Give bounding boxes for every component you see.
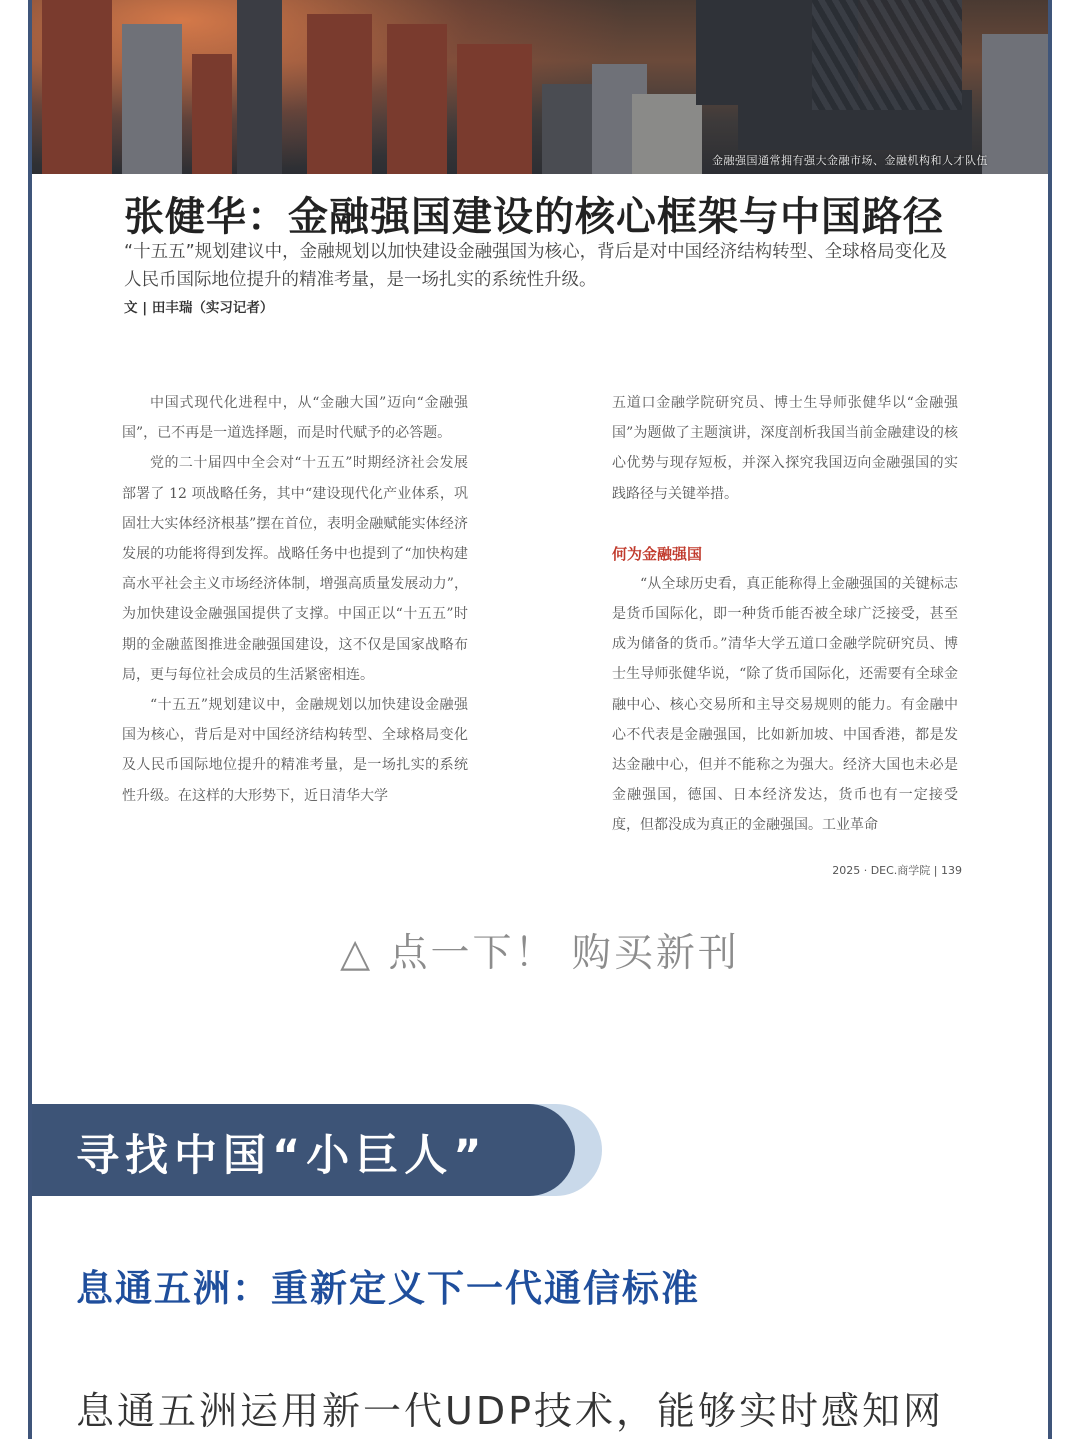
paragraph: “从全球历史看，真正能称得上金融强国的关键标志是货币国际化，即一种货币能否被全球广泛接受，甚至成为储备的货币。”清华大学五道口金融学院研究员、博士生导师张健华说，“除了货币国际化，还需要有全球金融中心、核心交易所和主导交易规则的能力。有金融中心不代表是金融强国，比如新加坡、中国香港，都是发达金融中心，但并不能称之为强大。经济大国也未必是金融强国，德国、日本经济发达，货币也有一定接受度，但都没成为真正的金融强国。工业革命 <box>612 575 958 834</box>
building <box>307 14 372 174</box>
page-folio: 2025 · DEC.商学院 | 139 <box>832 864 962 877</box>
byline: 文 | 田丰瑞（实习记者） <box>124 300 274 316</box>
section-subhead: 何为金融强国 <box>612 544 703 563</box>
city-skyline-photo <box>32 0 1048 174</box>
buy-new-issue-link[interactable]: △ 点一下！ 购买新刊 <box>340 931 740 976</box>
paragraph: 五道口金融学院研究员、博士生导师张健华以“金融强国”为题做了主题演讲，深度剖析我国当前金融建设的核心优势与现存短板，并深入探究我国迈向金融强国的实践路径与关键举措。 <box>612 395 958 502</box>
building <box>42 0 112 174</box>
article-column-right <box>612 388 958 841</box>
paragraph: 党的二十届四中全会对“十五五”时期经济社会发展部署了 12 项战略任务，其中“建设现代化产业体系，巩固壮大实体经济根基”摆在首位，表明金融赋能实体经济发展的功能将得到发挥。战略任务中也提到了“加快构建高水平社会主义市场经济体制，增强高质量发展动力”，为加快建设金融强国提供了支撑。中国正以“十五五”时期的金融蓝图推进金融强国建设，这不仅是国家战略布局，更与每位社会成员的生活紧密相连。 <box>122 455 468 683</box>
building <box>192 54 232 174</box>
section-banner-title: 寻找中国“小巨人” <box>76 1131 488 1181</box>
cctv-facade <box>812 0 962 110</box>
article-column-left <box>122 388 468 811</box>
building <box>982 34 1048 174</box>
building <box>632 94 702 174</box>
article-title: 张健华：金融强国建设的核心框架与中国路径 <box>124 193 944 240</box>
story-body: 息通五洲运用新一代UDP技术，能够实时感知网 <box>76 1389 944 1433</box>
paragraph: “十五五”规划建议中，金融规划以加快建设金融强国为核心，背后是对中国经济结构转型、全球格局变化及人民币国际地位提升的精准考量，是一场扎实的系统性升级。在这样的大形势下，近日清华大学 <box>122 697 468 804</box>
building <box>457 44 532 174</box>
section-banner <box>32 1104 575 1196</box>
paragraph: 中国式现代化进程中，从“金融大国”迈向“金融强国”，已不再是一道选择题，而是时代赋予的必答题。 <box>122 395 468 442</box>
building <box>387 24 447 174</box>
building <box>237 0 282 174</box>
building <box>122 24 182 174</box>
story-headline: 息通五洲：重新定义下一代通信标准 <box>76 1267 700 1310</box>
article-deck: “十五五”规划建议中，金融规划以加快建设金融强国为核心，背后是对中国经济结构转型、全球格局变化及人民币国际地位提升的精准考量，是一场扎实的系统性升级。 <box>124 242 948 290</box>
photo-caption: 金融强国通常拥有强大金融市场、金融机构和人才队伍 <box>712 154 988 167</box>
